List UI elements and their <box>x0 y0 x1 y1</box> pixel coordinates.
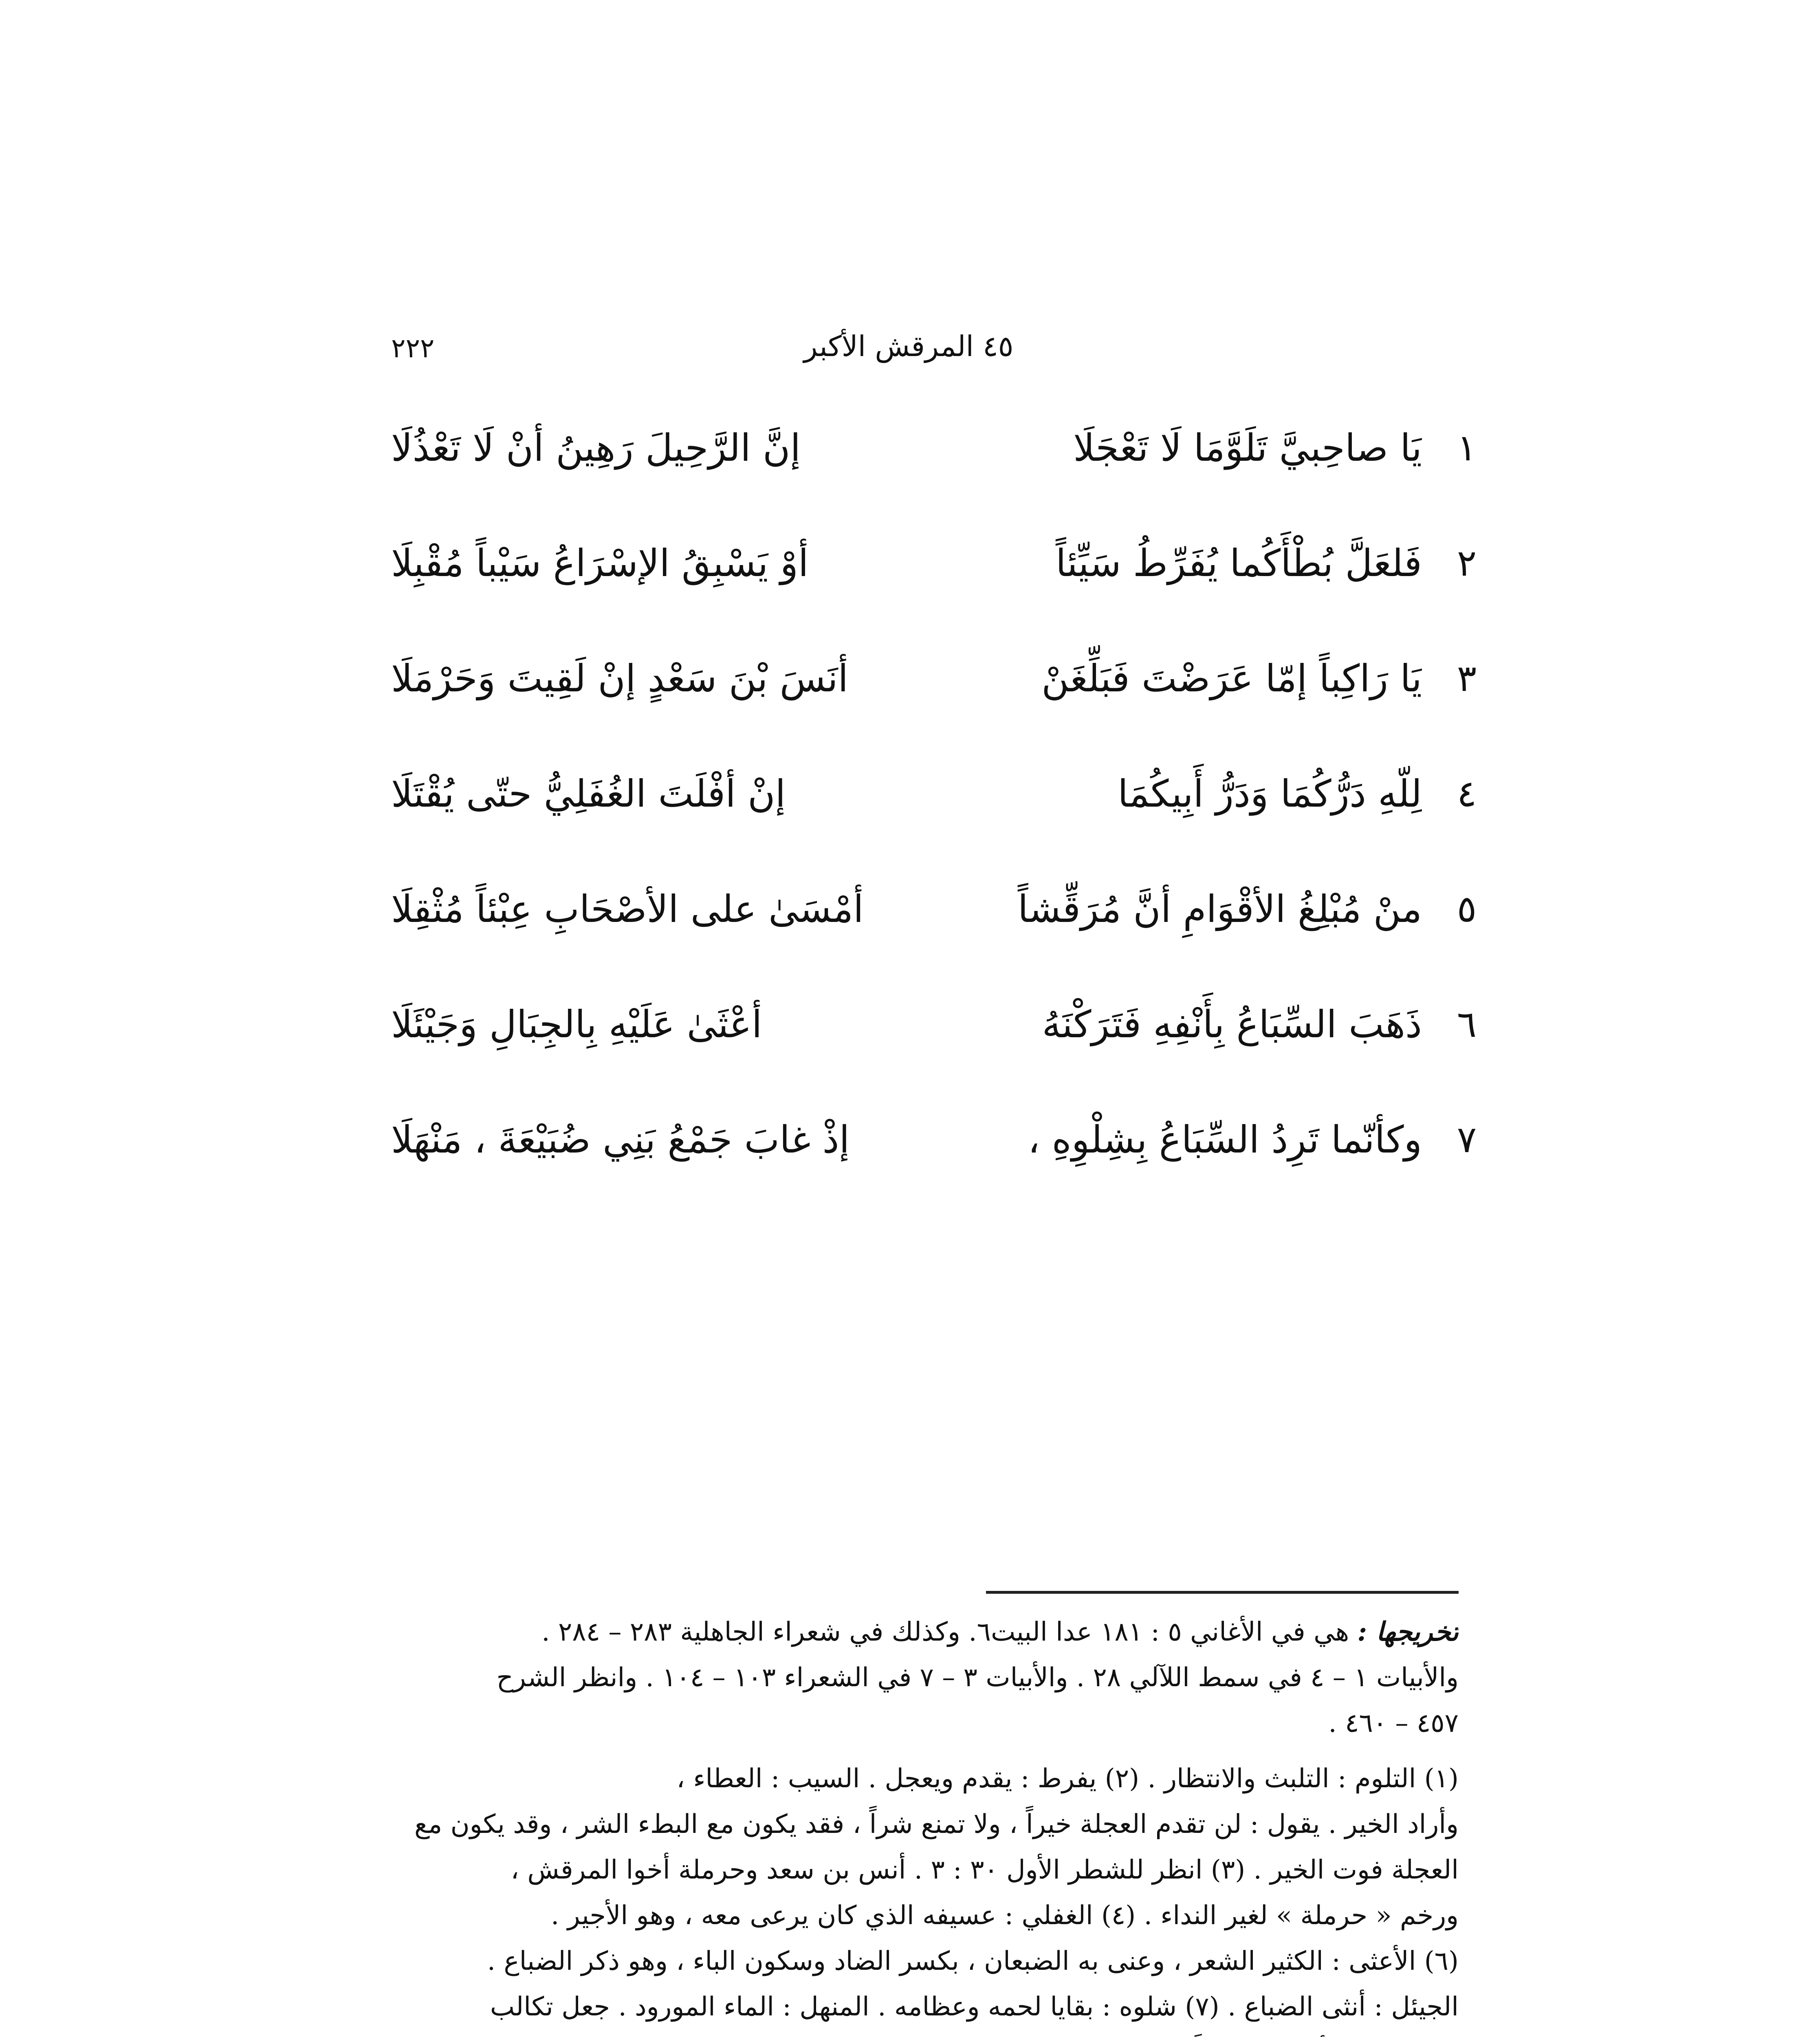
footnote-line: (١) التلوم : التلبث والانتظار . (٢) يفرط : يقدم ويعجل . السيب : العطاء ، <box>676 1764 1459 1794</box>
poem <box>391 407 1491 1194</box>
footnote-line <box>359 2030 1459 2037</box>
verse-5 <box>391 869 1491 950</box>
verse-second-hemistich: إنْ أفْلَتَ الغُفَلِيُّ حتّى يُقْتَلَا <box>391 772 786 816</box>
footnote-line: والأبيات ١ – ٤ في سمط اللآلي ٢٨ . والأبيات ٣ – ٧ في الشعراء ١٠٣ – ١٠٤ . وانظر الشرح <box>496 1663 1459 1693</box>
footnote-rule <box>986 1591 1459 1594</box>
footnotes <box>359 1609 1459 2037</box>
footnote-line <box>359 1609 1459 1655</box>
verse-second-hemistich: إذْ غابَ جَمْعُ بَنِي ضُبَيْعَةَ ، مَنْهَلَا <box>391 1118 850 1161</box>
verse-first-hemistich: منْ مُبْلِغُ الأقْوَامِ أنَّ مُرَقِّشاً <box>1017 887 1422 931</box>
verse-2 <box>391 523 1491 604</box>
footnote-line: ٤٥٧ – ٤٦٠ . <box>1328 1708 1459 1738</box>
verse-6 <box>391 984 1491 1065</box>
notes-block <box>359 1756 1459 2037</box>
verse-second-hemistich: إنَّ الرَّحِيلَ رَهِينُ أنْ لَا تَعْذُلَا <box>391 426 801 470</box>
verse-7 <box>391 1099 1491 1181</box>
verse-first-hemistich: لِلّهِ دَرُّكُمَا وَدَرُّ أَبِيكُمَا <box>1118 772 1422 816</box>
verse-number: ٤ <box>1457 772 1477 815</box>
footnote-line: الجيئل : أنثى الضباع . (٧) شلوه : بقايا لحمه وعظامه . المنهل : الماء المورود . جعل تكالب <box>490 1992 1459 2022</box>
verse-number: ٢ <box>1457 542 1477 585</box>
footnote-line: (٦) الأعثى : الكثير الشعر ، وعنى به الضبعان ، بكسر الضاد وسكون الباء ، وهو ذكر الضباع . <box>487 1946 1459 1976</box>
takhrij-block <box>359 1609 1459 1746</box>
running-header: ٤٥ المرقش الأكبر <box>803 330 1014 363</box>
verse-3 <box>391 638 1491 719</box>
verse-second-hemistich: أنَسَ بْنَ سَعْدٍ إنْ لَقِيتَ وَحَرْمَلَا <box>391 657 849 700</box>
verse-number: ٦ <box>1457 1003 1477 1046</box>
takhrij-label: تخريجها : <box>1357 1617 1459 1647</box>
verse-number: ٧ <box>1457 1118 1477 1161</box>
verse-number: ١ <box>1457 427 1477 469</box>
verse-first-hemistich: يَا رَاكِباً إمّا عَرَضْتَ فَبَلِّغَنْ <box>1041 657 1422 700</box>
verse-first-hemistich: وكأنّما تَرِدُ السِّبَاعُ بِشِلْوِهِ ، <box>1028 1118 1422 1161</box>
verse-first-hemistich: يَا صاحِبيَّ تَلَوَّمَا لَا تَعْجَلَا <box>1073 426 1422 470</box>
verse-1 <box>391 407 1491 489</box>
verse-first-hemistich: ذَهَبَ السِّبَاعُ بِأَنْفِهِ فَتَرَكْنَهُ <box>1042 1003 1422 1046</box>
verse-number: ٥ <box>1457 888 1477 931</box>
verse-first-hemistich: فَلعَلَّ بُطْأَكُما يُفَرِّطُ سَيِّئاً <box>1056 541 1422 585</box>
page-number: ٢٢٢ <box>391 332 435 364</box>
footnote-line: ورخم « حرملة » لغير النداء . (٤) الغفلي : عسيفه الذي كان يرعى معه ، وهو الأجير . <box>551 1901 1459 1931</box>
verse-4 <box>391 753 1491 835</box>
verse-number: ٣ <box>1457 657 1477 700</box>
footnote-line: وأراد الخير . يقول : لن تقدم العجلة خيراً ، ولا تمنع شراً ، فقد يكون مع البطء الشر ، وقد يكون مع <box>414 1809 1459 1839</box>
footnote-line: العجلة فوت الخير . (٣) انظر للشطر الأول ٣٠ : ٣ . أنس بن سعد وحرملة أخوا المرقش ، <box>511 1855 1459 1885</box>
verse-second-hemistich: أعْثَىٰ عَلَيْهِ بِالجِبَالِ وَجَيْئَلَا <box>391 1003 762 1046</box>
verse-second-hemistich: أوْ يَسْبِقُ الإسْرَاعُ سَيْباً مُقْبِلَا <box>391 541 809 585</box>
footnote-text: هي في الأغاني ٥ : ١٨١ عدا البيت٦. وكذلك في شعراء الجاهلية ٢٨٣ – ٢٨٤ . <box>541 1617 1349 1647</box>
verse-second-hemistich: أمْسَىٰ على الأصْحَابِ عِبْئاً مُثْقِلَا <box>391 887 864 931</box>
